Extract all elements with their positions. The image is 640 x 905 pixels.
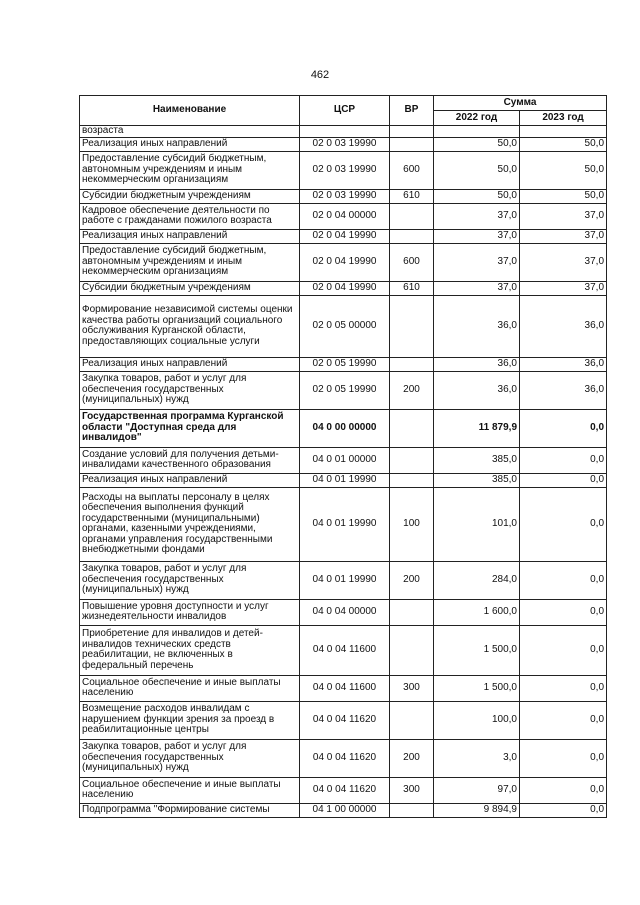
row-csr-cell: 02 0 04 19990 — [300, 243, 390, 281]
row-vr-cell — [390, 599, 434, 625]
row-2022-value: 1 600,0 — [434, 599, 520, 625]
row-vr-cell: 200 — [390, 371, 434, 409]
row-2023-value: 0,0 — [520, 599, 607, 625]
row-csr-cell: 02 0 05 00000 — [300, 295, 390, 357]
row-name-cell: Предоставление субсидий бюджетным, автономным учреждениям и иным некоммерческим организациям — [80, 151, 300, 189]
row-vr-cell: 300 — [390, 777, 434, 803]
row-2022-value: 100,0 — [434, 701, 520, 739]
row-csr-cell: 04 0 00 00000 — [300, 409, 390, 447]
header-year-2022: 2022 год — [434, 111, 520, 126]
row-2023-value: 36,0 — [520, 371, 607, 409]
row-vr-cell — [390, 625, 434, 675]
row-csr-cell: 02 0 03 19990 — [300, 189, 390, 203]
row-2022-value: 1 500,0 — [434, 625, 520, 675]
table-row — [80, 281, 607, 295]
row-csr-cell: 02 0 03 19990 — [300, 137, 390, 151]
row-vr-cell — [390, 803, 434, 817]
row-vr-cell: 610 — [390, 281, 434, 295]
row-vr-cell: 610 — [390, 189, 434, 203]
row-csr-cell — [300, 126, 390, 138]
row-2023-value: 50,0 — [520, 137, 607, 151]
table-row — [80, 295, 607, 357]
table-body — [80, 126, 607, 818]
row-name-cell: Государственная программа Курганской области "Доступная среда для инвалидов" — [80, 409, 300, 447]
row-2023-value: 50,0 — [520, 189, 607, 203]
table-row — [80, 739, 607, 777]
row-vr-cell — [390, 447, 434, 473]
table-header — [80, 96, 607, 126]
row-name-cell: Создание условий для получения детьми-инвалидами качественного образования — [80, 447, 300, 473]
row-csr-cell: 04 0 01 19990 — [300, 487, 390, 561]
row-vr-cell — [390, 137, 434, 151]
row-name-cell: Приобретение для инвалидов и детей-инвалидов технических средств реабилитации, не включенных в федеральный перечень — [80, 625, 300, 675]
row-name-cell: Субсидии бюджетным учреждениям — [80, 281, 300, 295]
row-2022-value: 385,0 — [434, 473, 520, 487]
row-name-cell: Реализация иных направлений — [80, 229, 300, 243]
row-csr-cell: 04 0 01 19990 — [300, 561, 390, 599]
row-2023-value: 37,0 — [520, 229, 607, 243]
table-row — [80, 371, 607, 409]
row-2023-value: 0,0 — [520, 739, 607, 777]
page-number: 462 — [310, 69, 330, 81]
row-vr-cell — [390, 203, 434, 229]
row-2022-value: 37,0 — [434, 243, 520, 281]
row-2023-value: 37,0 — [520, 203, 607, 229]
table-row — [80, 126, 607, 138]
table-row — [80, 229, 607, 243]
row-name-cell: возраста — [80, 126, 300, 138]
row-name-cell: Реализация иных направлений — [80, 357, 300, 371]
row-2023-value — [520, 126, 607, 138]
row-2022-value: 36,0 — [434, 371, 520, 409]
row-2022-value: 385,0 — [434, 447, 520, 473]
row-name-cell: Субсидии бюджетным учреждениям — [80, 189, 300, 203]
row-vr-cell: 200 — [390, 561, 434, 599]
row-name-cell: Формирование независимой системы оценки качества работы организаций социального обслуживания Курганской области, предоставляющих социальные услуги — [80, 295, 300, 357]
row-2022-value: 50,0 — [434, 151, 520, 189]
row-vr-cell: 600 — [390, 243, 434, 281]
table-row — [80, 625, 607, 675]
table-row — [80, 409, 607, 447]
budget-table — [79, 95, 607, 818]
row-vr-cell: 100 — [390, 487, 434, 561]
row-vr-cell — [390, 473, 434, 487]
row-2022-value: 50,0 — [434, 189, 520, 203]
row-2023-value: 0,0 — [520, 487, 607, 561]
row-csr-cell: 04 0 04 00000 — [300, 599, 390, 625]
row-csr-cell: 04 0 04 11620 — [300, 739, 390, 777]
row-name-cell: Возмещение расходов инвалидам с нарушением функции зрения за проезд в реабилитационные центры — [80, 701, 300, 739]
row-name-cell: Закупка товаров, работ и услуг для обеспечения государственных (муниципальных) нужд — [80, 739, 300, 777]
row-2022-value: 97,0 — [434, 777, 520, 803]
row-csr-cell: 02 0 04 00000 — [300, 203, 390, 229]
row-csr-cell: 02 0 05 19990 — [300, 357, 390, 371]
row-name-cell: Кадровое обеспечение деятельности по работе с гражданами пожилого возраста — [80, 203, 300, 229]
row-2022-value: 50,0 — [434, 137, 520, 151]
row-2022-value — [434, 126, 520, 138]
row-2023-value: 0,0 — [520, 675, 607, 701]
row-2023-value: 0,0 — [520, 409, 607, 447]
table-row — [80, 447, 607, 473]
row-csr-cell: 02 0 05 19990 — [300, 371, 390, 409]
row-csr-cell: 04 0 01 00000 — [300, 447, 390, 473]
row-csr-cell: 04 0 04 11600 — [300, 625, 390, 675]
table-row — [80, 803, 607, 817]
table-row — [80, 151, 607, 189]
header-year-2023: 2023 год — [520, 111, 607, 126]
row-2023-value: 36,0 — [520, 357, 607, 371]
row-vr-cell — [390, 409, 434, 447]
row-vr-cell: 200 — [390, 739, 434, 777]
row-csr-cell: 04 1 00 00000 — [300, 803, 390, 817]
row-2022-value: 37,0 — [434, 229, 520, 243]
table-row — [80, 487, 607, 561]
row-2023-value: 0,0 — [520, 777, 607, 803]
row-vr-cell: 600 — [390, 151, 434, 189]
row-2023-value: 0,0 — [520, 447, 607, 473]
row-2023-value: 37,0 — [520, 281, 607, 295]
row-2023-value: 0,0 — [520, 561, 607, 599]
row-name-cell: Реализация иных направлений — [80, 137, 300, 151]
row-name-cell: Закупка товаров, работ и услуг для обеспечения государственных (муниципальных) нужд — [80, 371, 300, 409]
row-vr-cell — [390, 295, 434, 357]
row-vr-cell: 300 — [390, 675, 434, 701]
row-csr-cell: 02 0 04 19990 — [300, 229, 390, 243]
row-name-cell: Закупка товаров, работ и услуг для обеспечения государственных (муниципальных) нужд — [80, 561, 300, 599]
table-row — [80, 137, 607, 151]
row-2023-value: 36,0 — [520, 295, 607, 357]
header-sum: Сумма — [434, 96, 607, 111]
row-vr-cell — [390, 126, 434, 138]
table-row — [80, 599, 607, 625]
row-vr-cell — [390, 357, 434, 371]
table-row — [80, 777, 607, 803]
row-name-cell: Подпрограмма "Формирование системы — [80, 803, 300, 817]
row-csr-cell: 02 0 03 19990 — [300, 151, 390, 189]
row-2022-value: 1 500,0 — [434, 675, 520, 701]
header-csr: ЦСР — [300, 96, 390, 126]
row-2023-value: 50,0 — [520, 151, 607, 189]
row-2022-value: 37,0 — [434, 281, 520, 295]
row-csr-cell: 04 0 01 19990 — [300, 473, 390, 487]
row-name-cell: Социальное обеспечение и иные выплаты населению — [80, 675, 300, 701]
table-row — [80, 473, 607, 487]
table-row — [80, 675, 607, 701]
row-name-cell: Предоставление субсидий бюджетным, автономным учреждениям и иным некоммерческим организациям — [80, 243, 300, 281]
row-2023-value: 0,0 — [520, 701, 607, 739]
row-name-cell: Реализация иных направлений — [80, 473, 300, 487]
header-name: Наименование — [80, 96, 300, 126]
table-row — [80, 701, 607, 739]
row-2023-value: 0,0 — [520, 803, 607, 817]
row-2022-value: 37,0 — [434, 203, 520, 229]
row-2023-value: 0,0 — [520, 625, 607, 675]
table-row — [80, 189, 607, 203]
row-csr-cell: 02 0 04 19990 — [300, 281, 390, 295]
row-csr-cell: 04 0 04 11620 — [300, 777, 390, 803]
row-vr-cell — [390, 701, 434, 739]
table-row — [80, 243, 607, 281]
header-vr: ВР — [390, 96, 434, 126]
row-2022-value: 36,0 — [434, 357, 520, 371]
table-row — [80, 561, 607, 599]
row-2022-value: 284,0 — [434, 561, 520, 599]
row-name-cell: Социальное обеспечение и иные выплаты населению — [80, 777, 300, 803]
row-csr-cell: 04 0 04 11600 — [300, 675, 390, 701]
row-2022-value: 11 879,9 — [434, 409, 520, 447]
row-2022-value: 3,0 — [434, 739, 520, 777]
row-2022-value: 36,0 — [434, 295, 520, 357]
row-2022-value: 9 894,9 — [434, 803, 520, 817]
row-vr-cell — [390, 229, 434, 243]
row-name-cell: Расходы на выплаты персоналу в целях обеспечения выполнения функций государственными (муниципальными) органами, казенными учреждениями, органами управления государственными внебюджетными фондами — [80, 487, 300, 561]
row-csr-cell: 04 0 04 11620 — [300, 701, 390, 739]
table-row — [80, 203, 607, 229]
row-name-cell: Повышение уровня доступности и услуг жизнедеятельности инвалидов — [80, 599, 300, 625]
row-2023-value: 37,0 — [520, 243, 607, 281]
row-2022-value: 101,0 — [434, 487, 520, 561]
row-2023-value: 0,0 — [520, 473, 607, 487]
table-row — [80, 357, 607, 371]
